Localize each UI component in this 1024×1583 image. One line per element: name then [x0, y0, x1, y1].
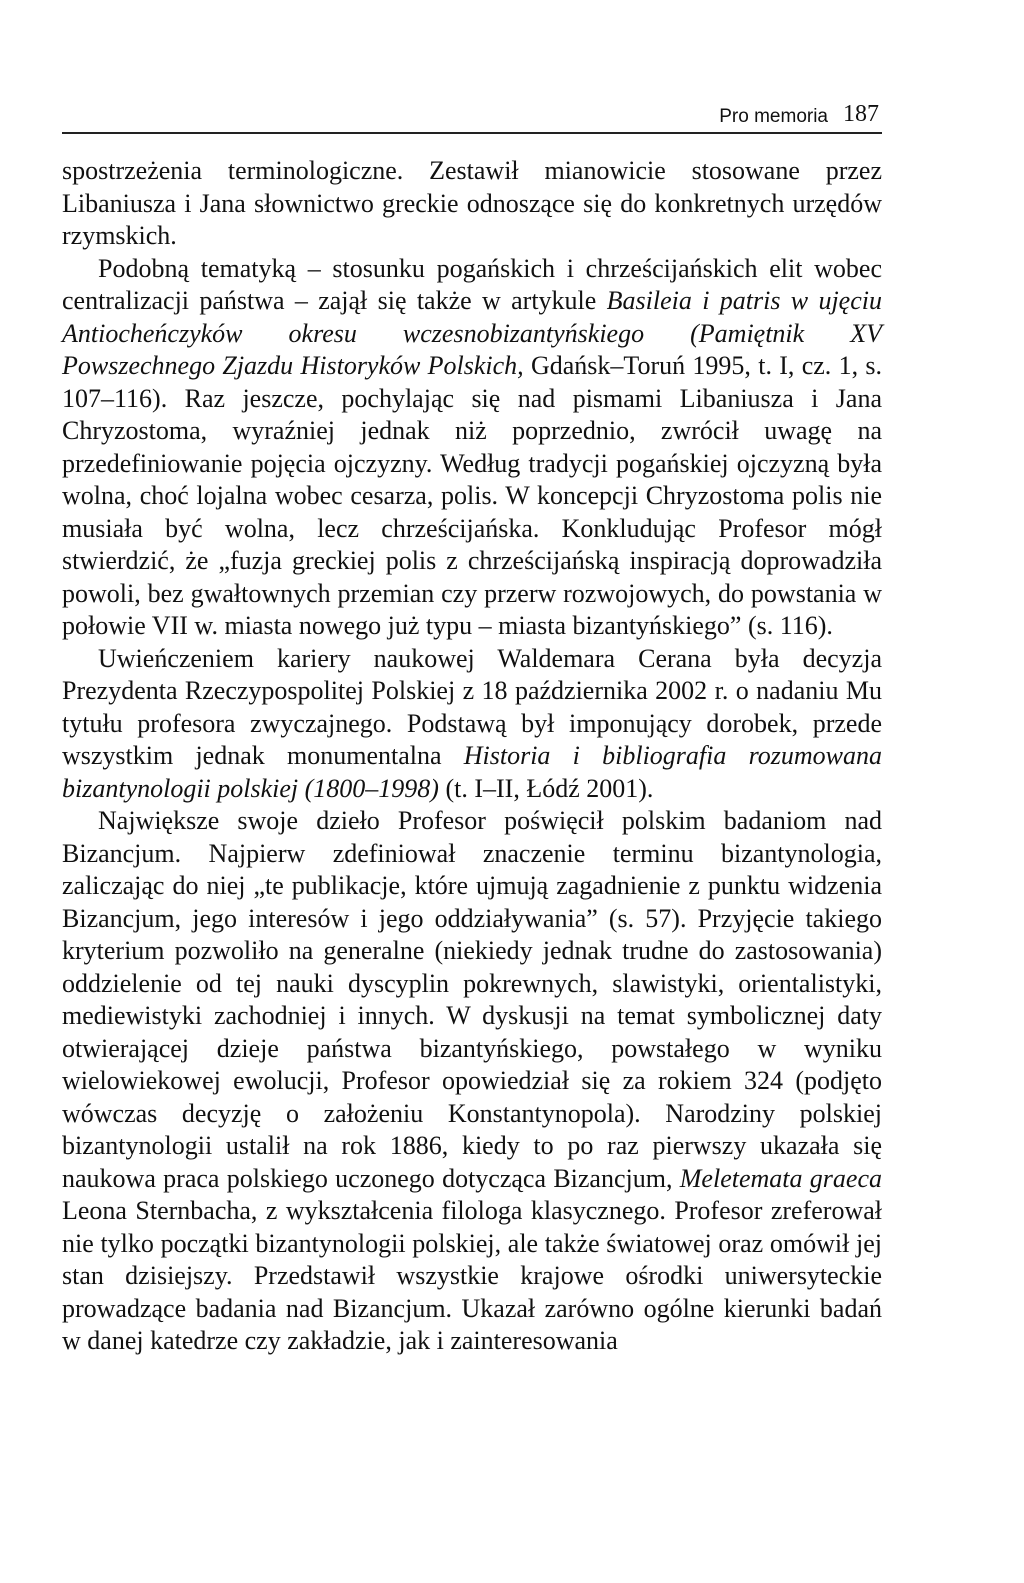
page-number: 187 — [843, 101, 879, 127]
paragraph-professorship — [62, 643, 882, 806]
italic-title: Basileia i patris w ujęciu Antiocheńczyków okresu wczesnobizantyńskiego (Pamiętnik XV Powszechnego Zjazdu Historyków Polskich, — [62, 286, 882, 380]
text-segment: Największe swoje dzieło Profesor poświęcił polskim badaniom nad Bizancjum. Najpierw zdefiniował znaczenie terminu bizantynologia, zaliczając do niej „te publikacje, które ujmują zagadnienie z punktu widzenia Bizancjum, jego interesów i jego oddziaływania” (s. 57). Przyjęcie takiego kryterium pozwoliło na generalne (niekiedy jednak trudne do zastosowania) oddzielenie od tej nauki dyscyplin pokrewnych, slawistyki, orientalistyki, mediewistyki zachodniej i innych. W dyskusji na temat symbolicznej daty otwierającej dzieje państwa bizantyńskiego, powstałego w wyniku wielowiekowej ewolucji, Profesor opowiedział się za rokiem 324 (podjęto wówczas decyzję o założeniu Konstantynopola). Narodziny polskiej bizantynologii ustalił na rok 1886, kiedy to po raz pierwszy ukazała się naukowa praca polskiego uczonego dotycząca Bizancjum, — [62, 806, 882, 1193]
italic-title: Historia i bibliografia rozumowana bizantynologii polskiej (1800–1998) — [62, 741, 882, 803]
paragraph-byzantinology — [62, 805, 882, 1358]
text-segment: Gdańsk–Toruń 1995, t. I, cz. 1, s. 107–116). Raz jeszcze, pochylając się nad pismami Libaniusza i Jana Chryzostoma, wyraźniej jednak niż poprzednio, zwrócił uwagę na przedefiniowanie pojęcia ojczyzny. Według tradycji pogańskiej ojczyzną była wolna, choć lojalna wobec cesarza, polis. W koncepcji Chryzostoma polis nie musiała być wolna, lecz chrześcijańska. Konkludując Profesor mógł stwierdzić, że „fuzja greckiej polis z chrześcijańską inspiracją doprowadziła powoli, bez gwałtownych przemian czy przerw rozwojowych, do powstania w połowie VII w. miasta nowego już typu – miasta bizantyńskiego” (s. 116). — [62, 351, 882, 640]
running-header — [62, 98, 882, 134]
text-segment: Uwieńczeniem kariery naukowej Waldemara Cerana była decyzja Prezydenta Rzeczypospolitej Polskiej z 18 października 2002 r. o nadaniu Mu tytułu profesora zwyczajnego. Podstawą był imponujący dorobek, przede wszystkim jednak monumentalna — [62, 643, 882, 770]
paragraph-continuation — [62, 155, 882, 253]
book-page — [62, 98, 882, 1358]
text-segment: (t. I–II, Łódź 2001). — [438, 773, 654, 803]
text-segment: Podobną tematyką – stosunku pogańskich i chrześcijańskich elit wobec centralizacji państwa – zajął się także w artykule — [62, 253, 882, 315]
body-text — [62, 155, 882, 1358]
paragraph-basileia — [62, 253, 882, 643]
running-title: Pro memoria — [719, 106, 828, 127]
text-segment: spostrzeżenia terminologiczne. Zestawił mianowicie stosowane przez Libaniusza i Jana słownictwo greckie odnoszące się do konkretnych urzędów rzymskich. — [62, 156, 882, 250]
italic-title: Meletemata graeca — [679, 1163, 882, 1193]
text-segment: Leona Sternbacha, z wykształcenia filologa klasycznego. Profesor zreferował nie tylko początki bizantynologii polskiej, ale także światowej oraz omówił jej stan dzisiejszy. Przedstawił wszystkie krajowe ośrodki uniwersyteckie prowadzące badania nad Bizancjum. Ukazał zarówno ogólne kierunki badań w danej katedrze czy zakładzie, jak i zainteresowania — [62, 1196, 882, 1355]
